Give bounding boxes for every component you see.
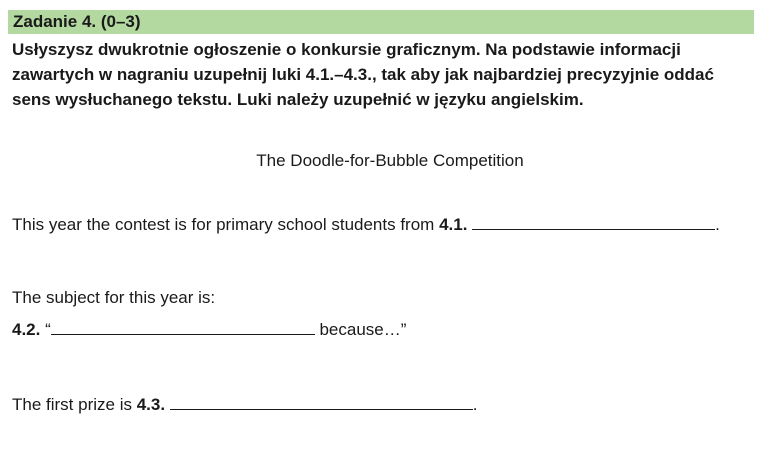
sentence-4-1 — [12, 214, 720, 236]
quote-open: “ — [40, 320, 51, 339]
gap-4-1-number: 4.1. — [439, 215, 468, 234]
gap-4-2-blank[interactable] — [51, 319, 315, 335]
sentence-4-3-text: The first prize is — [12, 395, 137, 414]
sentence-4-3 — [12, 394, 478, 416]
gap-4-3-blank[interactable] — [170, 394, 473, 410]
task-header: Zadanie 4. (0–3) — [8, 10, 754, 34]
sentence-4-2-intro: The subject for this year is: — [12, 288, 216, 307]
gap-4-2-number: 4.2. — [12, 320, 41, 339]
sentence-4-2 — [12, 319, 406, 341]
sentence-4-1-end: . — [715, 215, 720, 234]
sentence-4-3-end: . — [472, 395, 478, 414]
gap-4-3-number: 4.3. — [136, 395, 166, 414]
task-instructions: Usłyszysz dwukrotnie ogłoszenie o konkursie graficznym. Na podstawie informacji zawartych w nagraniu uzupełnij luki 4.1.–4.3., tak aby jak najbardziej precyzyjnie oddać sens wysłuchanego tekstu. Luki należy uzupełnić w języku angielskim. — [12, 40, 714, 109]
gap-4-1-blank[interactable] — [472, 214, 715, 230]
sentence-4-1-text: This year the contest is for primary school students from — [12, 215, 440, 234]
sentence-4-2-end: because…” — [314, 320, 407, 339]
text-title: The Doodle-for-Bubble Competition — [256, 151, 524, 170]
